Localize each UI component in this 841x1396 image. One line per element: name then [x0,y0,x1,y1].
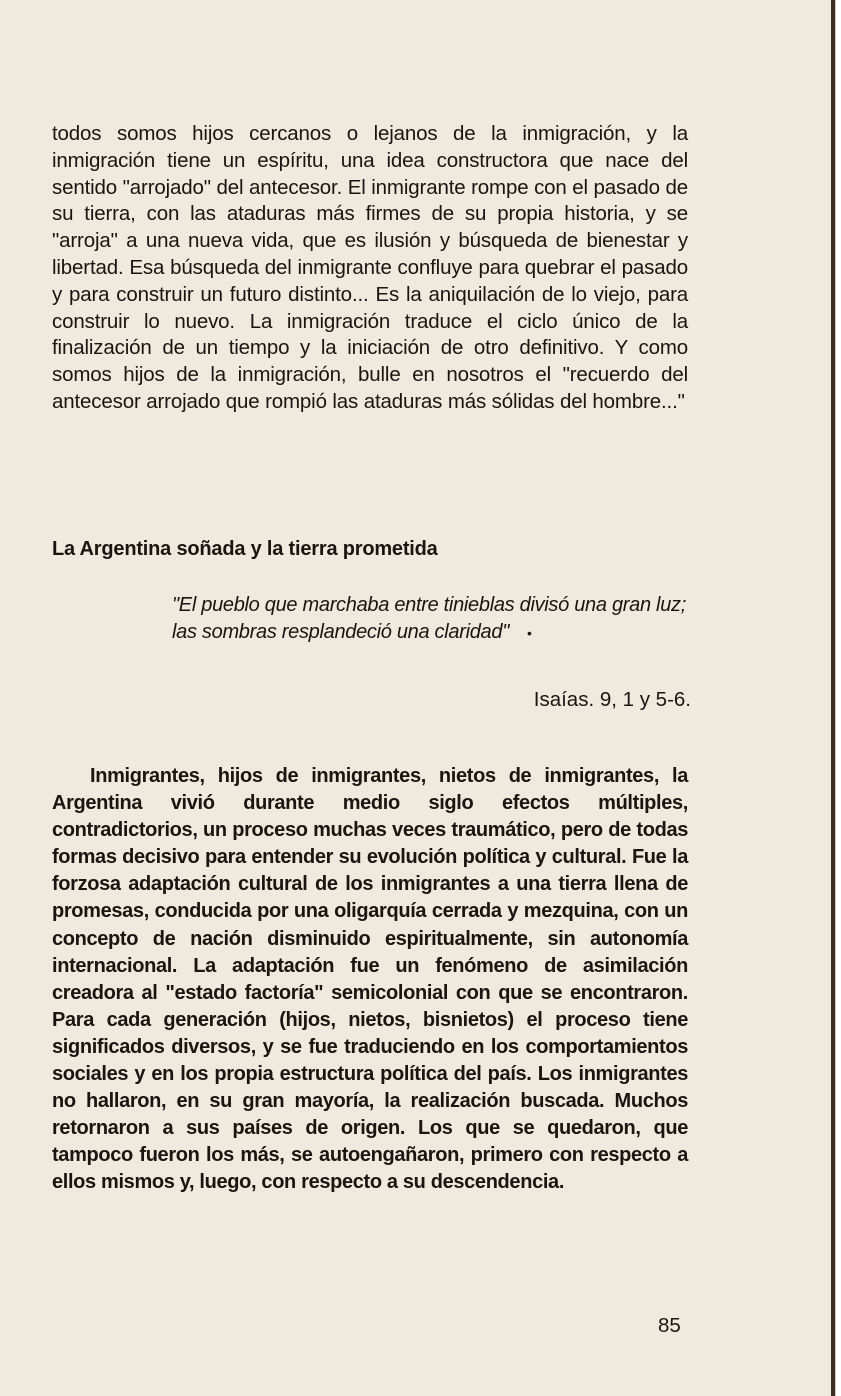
epigraph-quote [172,592,686,647]
body-paragraph-1: todos somos hijos cercanos o lejanos de la inmigración, y la inmigración tiene un espíritu, una idea constructora que nace del sentido "arrojado" del antecesor. El inmigrante rompe con el pasado de su tierra, con las ataduras más firmes de su propia historia, y se "arroja" a una nueva vida, que es ilusión y búsqueda de bienestar y libertad. Esa búsqueda del inmigrante confluye para quebrar el pasado y para construir un futuro distinto... Es la aniquilación de lo viejo, para construir lo nuevo. La inmigración traduce el ciclo único de la finalización de un tiempo y la iniciación de otro definitivo. Y como somos hijos de la inmigración, bulle en nosotros el "recuerdo del antecesor arrojado que rompió las ataduras más sólidas del hombre..." [52,122,688,413]
body-paragraph-2: Inmigrantes, hijos de inmigrantes, nietos de inmigrantes, la Argentina vivió durante medio siglo efectos múltiples, contradictorios, un proceso muchas veces traumático, pero de todas formas decisivo para entender su evolución política y cultural. Fue la forzosa adaptación cultural de los inmigrantes a una tierra llena de promesas, conducida por una oligarquía cerrada y mezquina, con un concepto de nación disminuido espiritualmente, sin autonomía internacional. La adaptación fue un fenómeno de asimilación creadora al "estado factoría" semicolonial con que se encontraron. Para cada generación (hijos, nietos, bisnietos) el proceso tiene significados diversos, y se fue traduciendo en los comportamientos sociales y en los propia estructura política del país. Los inmigrantes no hallaron, en su gran mayoría, la realización buscada. Muchos retornaron a sus países de origen. Los que se quedaron, que tampoco fueron los más, se autoengañaron, primero con respecto a ellos mismos y, luego, con respecto a su descendencia. [52,765,688,1194]
epigraph-mark: • [527,625,532,641]
epigraph-citation: Isaías. 9, 1 y 5-6. [533,688,691,711]
page-number: 85 [658,1314,681,1337]
section-heading: La Argentina soñada y la tierra prometida [52,538,438,560]
epigraph-text: "El pueblo que marchaba entre tinieblas divisó una gran luz; las sombras resplandeció una claridad" [172,594,686,643]
page-edge-shadow [831,0,835,1396]
